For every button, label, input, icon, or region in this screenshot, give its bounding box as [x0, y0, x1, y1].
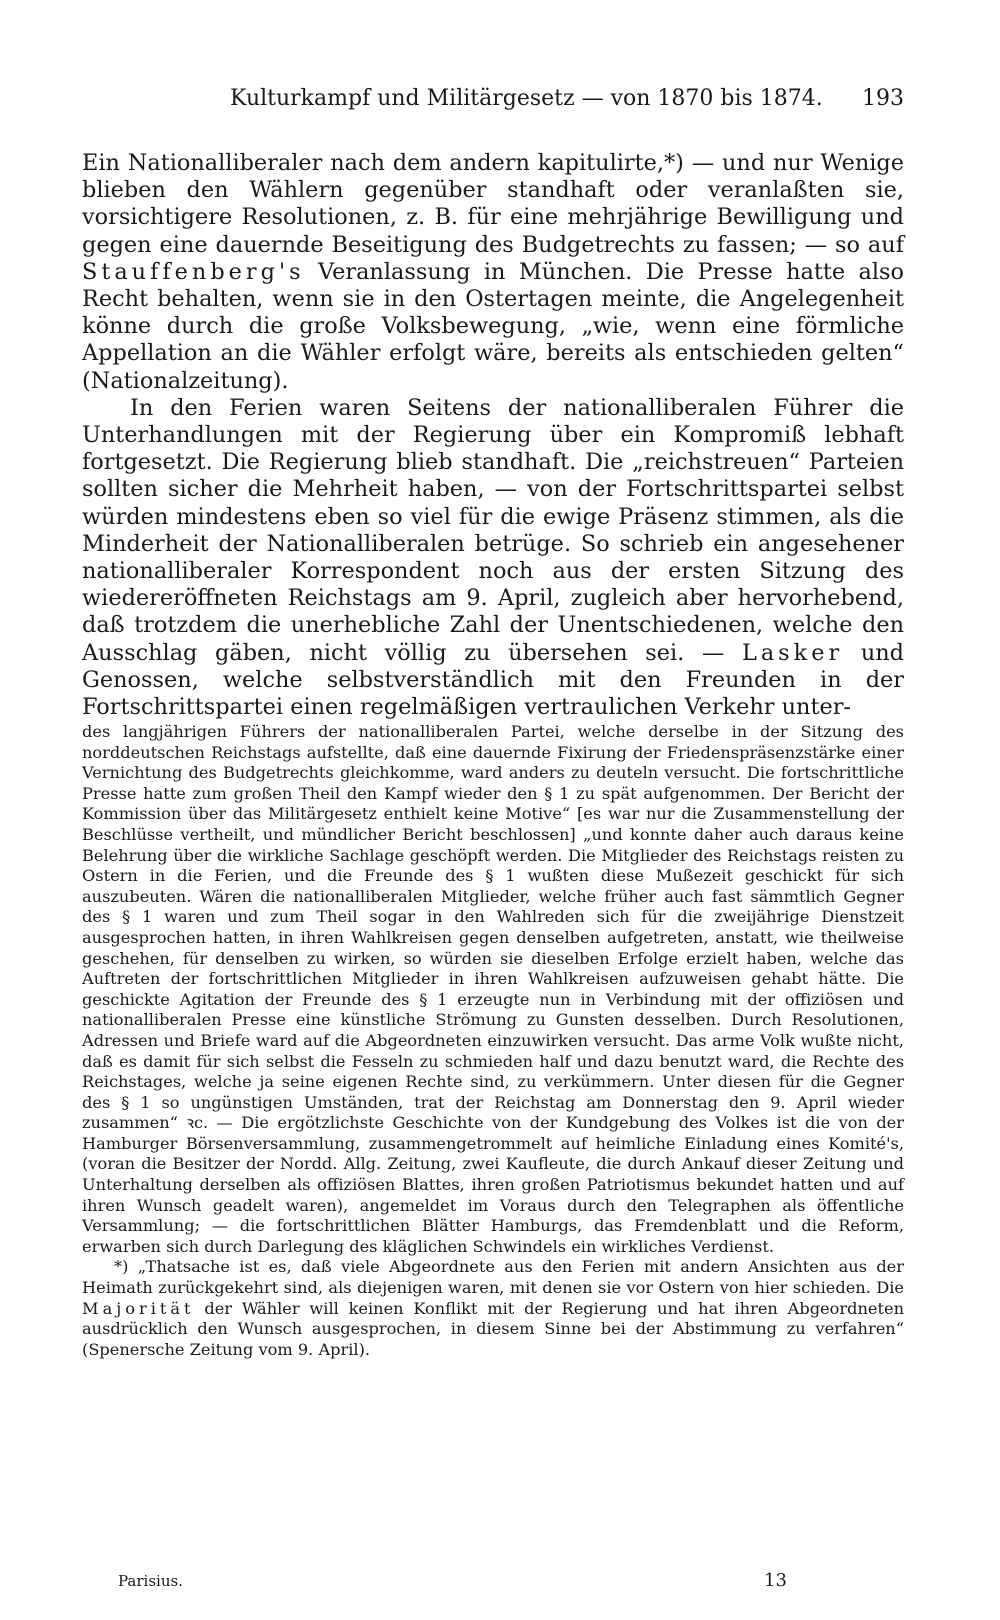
author-signature-mark: Parisius.: [118, 1572, 183, 1590]
text-run: In den Ferien waren Seitens der nationalliberalen Führer die Unterhandlungen mit der Regierung über ein Kompromiß lebhaft fortgesetzt. Die Regierung blieb standhaft. Die „reichstreuen“ Parteien sollten sicher die Mehrheit haben, — von der Fortschrittspartei selbst würden mindestens eben so viel für die ewige Präsenz stimmen, als die Minderheit der Nationalliberalen betrüge. So schrieb ein angesehener nationalliberaler Korrespondent noch aus der ersten Sitzung des wiedereröffneten Reichstags am 9. April, zugleich aber hervorhebend, daß trotzdem die unerhebliche Zahl der Unentschiedenen, welche den Ausschlag gäben, nicht völlig zu übersehen sei. —: [82, 394, 904, 666]
text-run: Veranlassung in München. Die Presse hatte also Recht behalten, wenn sie in den Ostertagen meinte, die Angelegenheit könne durch die große Volksbewegung, „wie, wenn eine förmliche Appellation an die Wähler erfolgt wäre, bereits als entschieden gelten“ (Nationalzeitung).: [82, 258, 904, 394]
paragraph: [82, 150, 904, 395]
text-run: *) „Thatsache ist es, daß viele Abgeordnete aus den Ferien mit andern Ansichten aus der Heimath zurückgekehrt sind, als diejenigen waren, mit denen sie vor Ostern von hier schieden. Die: [82, 1257, 904, 1298]
spaced-word: Majorität: [82, 1298, 195, 1318]
footnote-continued: des langjährigen Führers der nationalliberalen Partei, welche derselbe in der Sitzung des norddeutschen Reichstags aufstellte, daß eine dauernde Fixirung der Friedenspräsenzstärke einer Vernichtung des Budgetrechts gleichkomme, ward anders zu deuteln versucht. Die fortschrittliche Presse hatte zum großen Theil den Kampf wieder den § 1 zu spät aufgenommen. Der Bericht der Kommission über das Militärgesetz enthielt keine Motive“ [es war nur die Zusammenstellung der Beschlüsse vertheilt, und mündlicher Bericht beschlossen] „und konnte daher auch daraus keine Belehrung über die wirkliche Sachlage geschöpft werden. Die Mitglieder des Reichstags reisten zu Ostern in die Ferien, und die Freunde des § 1 wußten diese Mußezeit geschickt für sich auszubeuten. Wären die nationalliberalen Mitglieder, welche früher auch fast sämmtlich Gegner des § 1 waren und zum Theil sogar in den Wahlreden sich für die zweijährige Dienstzeit ausgesprochen hatten, in ihren Wahlkreisen gegen denselben aufgetreten, anstatt, wie theilweise geschehen, für denselben zu wirken, so würden sie dieselben Erfolge erzielt haben, welche das Auftreten der fortschrittlichen Mitglieder in ihren Wahlkreisen aufzuweisen gehabt hätte. Die geschickte Agitation der Freunde des § 1 erzeugte nun in Verbindung mit der offiziösen und nationalliberalen Presse eine künstliche Strömung zu Gunsten desselben. Durch Resolutionen, Adressen und Briefe ward auf die Abgeordneten einzuwirken versucht. Das arme Volk wußte nicht, daß es damit für sich selbst die Fesseln zu schmieden half und dazu benutzt ward, die Rechte des Reichstages, welche ja seine eigenen Rechte sind, zu verkümmern. Unter diesen für die Gegner des § 1 so ungünstigen Umständen, trat der Reichstag am Donnerstag den 9. April wieder zusammen“ ꝛc. — Die ergötzlichste Geschichte von der Kundgebung des Volkes ist die von der Hamburger Börsenversammlung, zusammengetrommelt auf heimliche Einladung eines Komité's, (voran die Besitzer der Nordd. Allg. Zeitung, zwei Kaufleute, die durch Ankauf dieser Zeitung und Unterhaltung derselben als offiziösen Blattes, ihren großen Patriotismus bekundet hatten und auf ihren Wunsch geadelt waren), angemeldet im Voraus durch den Telegraphen als öffentliche Versammlung; — die fortschrittlichen Blätter Hamburgs, das Fremdenblatt und die Reform, erwarben sich durch Darlegung des kläglichen Schwindels ein wirkliches Verdienst.: [82, 722, 904, 1256]
running-title: Kulturkampf und Militärgesetz — von 1870 bis 1874.: [230, 86, 823, 111]
sheet-number: 13: [764, 1570, 787, 1591]
text-run: Ein Nationalliberaler nach dem andern kapitulirte,*) — und nur Wenige blieben den Wählern gegenüber standhaft oder veranlaßten sie, vorsichtigere Resolutionen, z. B. für eine mehrjährige Bewilligung und gegen eine dauernde Beseitigung des Budgetrechts zu fassen; — so auf: [82, 150, 904, 258]
spaced-name: Lasker: [741, 639, 844, 666]
spaced-name: Stauffenberg's: [82, 258, 305, 285]
main-text: [82, 150, 904, 721]
footnote-star: [82, 1257, 904, 1360]
page-number: 193: [862, 86, 904, 111]
text-run: der Wähler will keinen Konflikt mit der Regierung und hat ihren Abgeordneten ausdrücklich den Wunsch ausgesprochen, in diesem Sinne bei der Abstimmung zu verfahren“ (Spenersche Zeitung vom 9. April).: [82, 1298, 904, 1359]
text-run: und Genossen, welche selbstverständlich mit den Freunden in der Fortschrittspartei einen regelmäßigen vertraulichen Verkehr unter-: [82, 639, 904, 721]
footnotes: [82, 722, 904, 1360]
paragraph: [82, 395, 904, 721]
